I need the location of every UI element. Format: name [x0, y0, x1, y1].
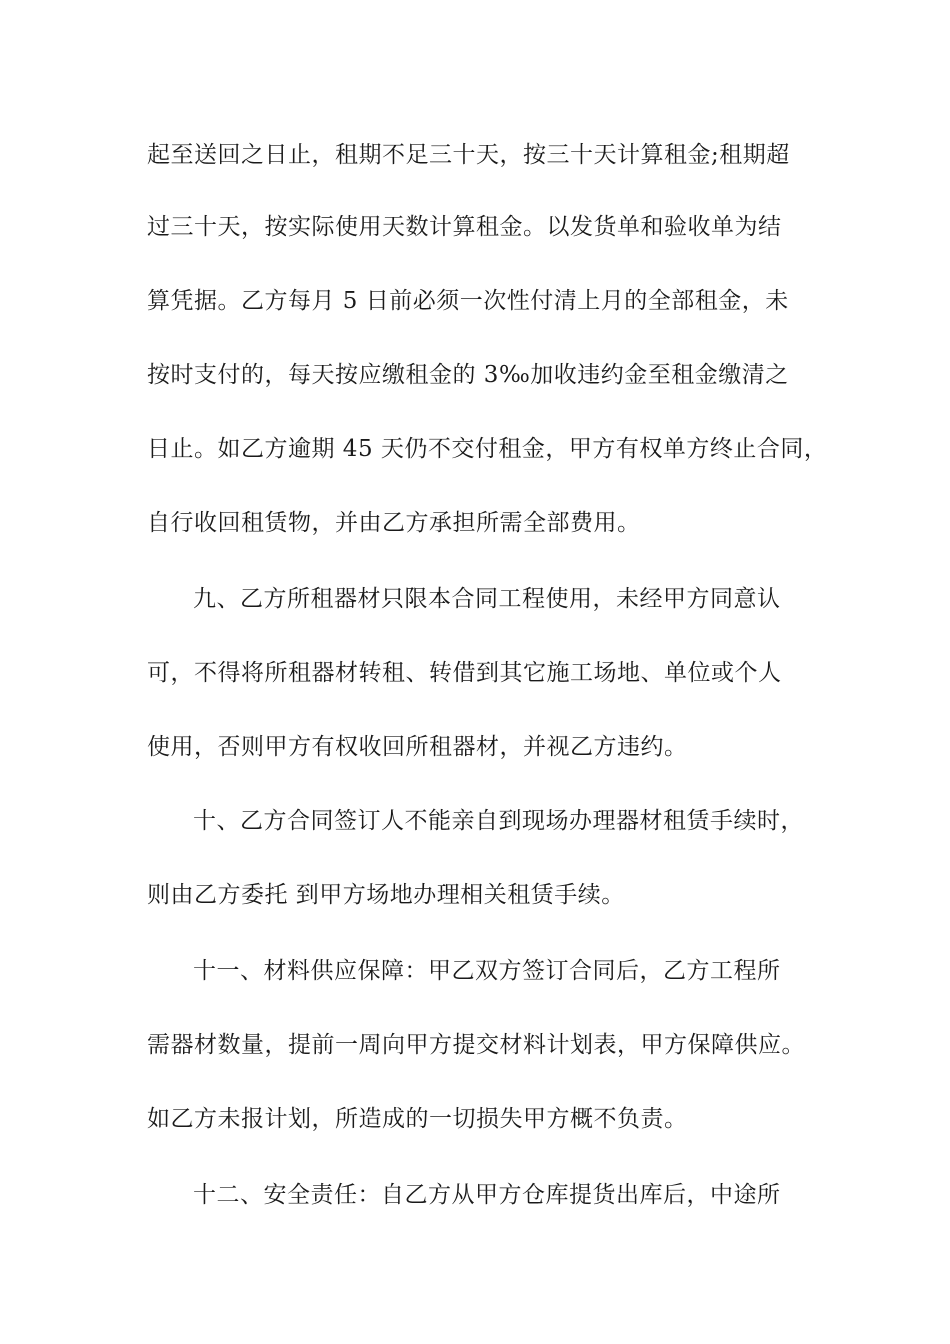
- clause-twelve-start: 十二、安全责任：自乙方从甲方仓库提货出库后，中途所: [193, 1182, 781, 1208]
- text-line: 算凭据。乙方每月 5 日前必须一次性付清上月的全部租金，未: [147, 288, 789, 314]
- text-line: 可，不得将所租器材转租、转借到其它施工场地、单位或个人: [147, 660, 782, 686]
- text-line: 需器材数量，提前一周向甲方提交材料计划表，甲方保障供应。: [147, 1032, 805, 1058]
- text-line: 日止。如乙方逾期 45 天仍不交付租金，甲方有权单方终止合同，: [147, 436, 828, 462]
- text-line: 如乙方未报计划，所造成的一切损失甲方概不负责。: [147, 1106, 688, 1132]
- text-line: 按时支付的，每天按应缴租金的 3‰加收违约金至租金缴清之: [147, 362, 789, 388]
- text-line: 则由乙方委托 到甲方场地办理相关租赁手续。: [147, 882, 625, 908]
- text-line: 过三十天，按实际使用天数计算租金。以发货单和验收单为结: [147, 214, 782, 240]
- text-line: 使用，否则甲方有权收回所租器材，并视乙方违约。: [147, 734, 688, 760]
- clause-eleven-start: 十一、材料供应保障：甲乙双方签订合同后，乙方工程所: [193, 958, 781, 984]
- clause-ten-start: 十、乙方合同签订人不能亲自到现场办理器材租赁手续时，: [193, 808, 804, 834]
- clause-nine-start: 九、乙方所租器材只限本合同工程使用，未经甲方同意认: [193, 586, 781, 612]
- text-line: 起至送回之日止，租期不足三十天，按三十天计算租金;租期超: [147, 142, 790, 168]
- text-line: 自行收回租赁物，并由乙方承担所需全部费用。: [147, 510, 641, 536]
